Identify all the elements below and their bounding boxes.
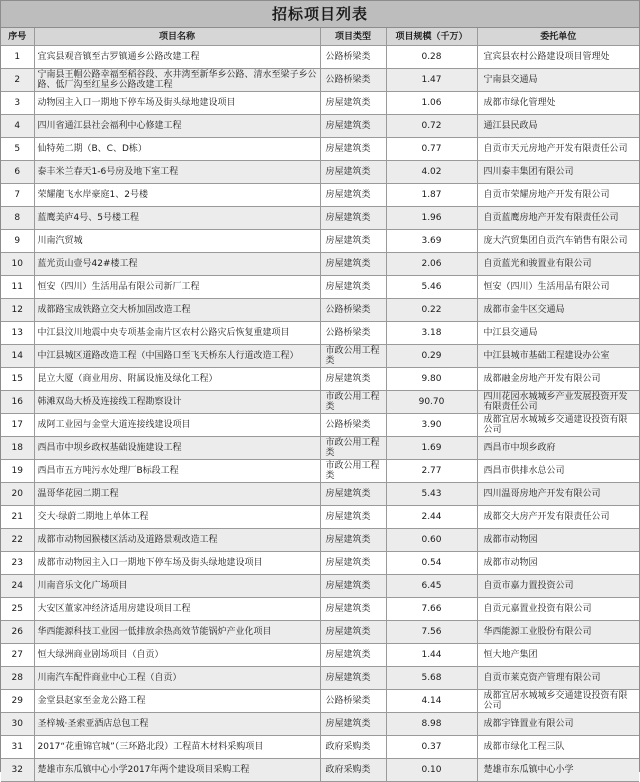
cell-project-name: 成都市动物园主入口一期地下停车场及街头绿地建设项目 <box>34 552 320 575</box>
cell-no: 24 <box>1 575 34 598</box>
cell-category: 房屋建筑类 <box>320 598 386 621</box>
table-row <box>1 552 639 575</box>
cell-no: 8 <box>1 207 34 230</box>
cell-amount: 4.14 <box>386 690 477 713</box>
cell-unit: 华西能源工业股份有限公司 <box>477 621 639 644</box>
cell-unit: 成都市动物园 <box>477 529 639 552</box>
cell-category: 政府采购类 <box>320 759 386 782</box>
cell-no: 23 <box>1 552 34 575</box>
cell-category: 公路桥梁类 <box>320 322 386 345</box>
cell-project-name: 西昌市五方吨污水处理厂B标段工程 <box>34 460 320 483</box>
cell-unit: 通江县民政局 <box>477 115 639 138</box>
cell-project-name: 成都路宝成铁路立交大桥加固改造工程 <box>34 299 320 322</box>
cell-project-name: 仙特苑二期（B、C、D栋） <box>34 138 320 161</box>
cell-unit: 恒大地产集团 <box>477 644 639 667</box>
cell-unit: 成都市绿化管理处 <box>477 92 639 115</box>
cell-unit: 庞大汽贸集团自贡汽车销售有限公司 <box>477 230 639 253</box>
cell-amount: 5.68 <box>386 667 477 690</box>
cell-amount: 6.45 <box>386 575 477 598</box>
cell-category: 房屋建筑类 <box>320 713 386 736</box>
cell-no: 27 <box>1 644 34 667</box>
cell-amount: 3.90 <box>386 414 477 437</box>
cell-no: 28 <box>1 667 34 690</box>
cell-category: 公路桥梁类 <box>320 690 386 713</box>
cell-amount: 1.06 <box>386 92 477 115</box>
cell-unit: 自贡市嘉力置投资公司 <box>477 575 639 598</box>
cell-no: 15 <box>1 368 34 391</box>
table-row <box>1 138 639 161</box>
cell-unit: 自贡市天元房地产开发有限责任公司 <box>477 138 639 161</box>
cell-no: 11 <box>1 276 34 299</box>
cell-category: 房屋建筑类 <box>320 230 386 253</box>
cell-amount: 5.43 <box>386 483 477 506</box>
cell-project-name: 宁南县王帽公路幸福至稻谷段、水井湾至新华乡公路、清水至梁子乡公路、低厂沟至红星乡公路改建工程 <box>34 69 320 92</box>
header-amount: 项目规模（千万） <box>386 28 477 46</box>
cell-unit: 成都宜居水城城乡交通建设投资有限公司 <box>477 690 639 713</box>
cell-amount: 0.28 <box>386 46 477 69</box>
cell-no: 14 <box>1 345 34 368</box>
cell-project-name: 四川省通江县社会福利中心修建工程 <box>34 115 320 138</box>
header-unit: 委托单位 <box>477 28 639 46</box>
cell-amount: 5.46 <box>386 276 477 299</box>
cell-amount: 1.96 <box>386 207 477 230</box>
cell-category: 公路桥梁类 <box>320 69 386 92</box>
table-row <box>1 414 639 437</box>
cell-amount: 3.18 <box>386 322 477 345</box>
table-row <box>1 92 639 115</box>
table-row <box>1 460 639 483</box>
cell-category: 房屋建筑类 <box>320 115 386 138</box>
cell-category: 房屋建筑类 <box>320 483 386 506</box>
cell-category: 市政公用工程类 <box>320 391 386 414</box>
cell-no: 9 <box>1 230 34 253</box>
cell-no: 21 <box>1 506 34 529</box>
cell-category: 房屋建筑类 <box>320 138 386 161</box>
cell-amount: 1.44 <box>386 644 477 667</box>
cell-project-name: 中江县城区道路改造工程（中国路口至飞天桥东人行道改造工程） <box>34 345 320 368</box>
cell-amount: 0.77 <box>386 138 477 161</box>
cell-amount: 9.80 <box>386 368 477 391</box>
cell-category: 房屋建筑类 <box>320 529 386 552</box>
header-name: 项目名称 <box>34 28 320 46</box>
cell-unit: 成都市动物园 <box>477 552 639 575</box>
cell-unit: 自贡蓝鹰房地产开发有限责任公司 <box>477 207 639 230</box>
cell-amount: 3.69 <box>386 230 477 253</box>
table-row <box>1 115 639 138</box>
table-row <box>1 598 639 621</box>
header-category: 项目类型 <box>320 28 386 46</box>
cell-project-name: 荣耀龍飞水岸豪庭1、2号楼 <box>34 184 320 207</box>
cell-category: 房屋建筑类 <box>320 667 386 690</box>
table-row <box>1 207 639 230</box>
cell-project-name: 动物园主入口一期地下停车场及街头绿地建设项目 <box>34 92 320 115</box>
cell-category: 公路桥梁类 <box>320 46 386 69</box>
cell-project-name: 成阿工业园与金堂大道连接线建设项目 <box>34 414 320 437</box>
cell-amount: 0.29 <box>386 345 477 368</box>
table-title: 招标项目列表 <box>1 1 639 28</box>
cell-project-name: 金堂县赵家至金龙公路工程 <box>34 690 320 713</box>
cell-no: 5 <box>1 138 34 161</box>
cell-no: 2 <box>1 69 34 92</box>
cell-no: 17 <box>1 414 34 437</box>
cell-amount: 90.70 <box>386 391 477 414</box>
cell-no: 31 <box>1 736 34 759</box>
table-row <box>1 690 639 713</box>
project-table <box>1 28 639 782</box>
cell-project-name: 成都市动物园猴楼区活动及道路景观改造工程 <box>34 529 320 552</box>
table-row <box>1 391 639 414</box>
table-body <box>1 46 639 782</box>
cell-category: 房屋建筑类 <box>320 161 386 184</box>
cell-project-name: 大安区董家冲经济适用房建设项目工程 <box>34 598 320 621</box>
table-row <box>1 506 639 529</box>
cell-unit: 成都市金牛区交通局 <box>477 299 639 322</box>
cell-category: 公路桥梁类 <box>320 299 386 322</box>
cell-category: 房屋建筑类 <box>320 621 386 644</box>
cell-unit: 四川温哥房地产开发有限公司 <box>477 483 639 506</box>
cell-project-name: 川南汽贸城 <box>34 230 320 253</box>
cell-unit: 自贡蓝光和骏置业有限公司 <box>477 253 639 276</box>
cell-amount: 2.77 <box>386 460 477 483</box>
table-row <box>1 483 639 506</box>
cell-category: 房屋建筑类 <box>320 368 386 391</box>
table-row <box>1 230 639 253</box>
cell-amount: 0.10 <box>386 759 477 782</box>
table-row <box>1 736 639 759</box>
cell-project-name: 恒大绿洲商业剧场项目（自贡） <box>34 644 320 667</box>
cell-unit: 成都融金房地产开发有限公司 <box>477 368 639 391</box>
cell-unit: 中江县交通局 <box>477 322 639 345</box>
cell-no: 10 <box>1 253 34 276</box>
table-row <box>1 69 639 92</box>
cell-amount: 1.47 <box>386 69 477 92</box>
table-row <box>1 644 639 667</box>
cell-unit: 恒安（四川）生活用品有限公司 <box>477 276 639 299</box>
cell-unit: 四川花园水城城乡产业发展投资开发有限责任公司 <box>477 391 639 414</box>
cell-amount: 0.72 <box>386 115 477 138</box>
table-row <box>1 575 639 598</box>
cell-unit: 西昌市供排水总公司 <box>477 460 639 483</box>
cell-unit: 中江县城市基础工程建设办公室 <box>477 345 639 368</box>
cell-amount: 0.54 <box>386 552 477 575</box>
cell-category: 政府采购类 <box>320 736 386 759</box>
cell-project-name: 华西能源科技工业园一低排放余热高效节能锅炉产业化项目 <box>34 621 320 644</box>
cell-unit: 成都宜居水城城乡交通建设投资有限公司 <box>477 414 639 437</box>
cell-project-name: 韩滩双岛大桥及连接线工程勘察设计 <box>34 391 320 414</box>
cell-category: 房屋建筑类 <box>320 506 386 529</box>
table-row <box>1 184 639 207</box>
cell-no: 12 <box>1 299 34 322</box>
cell-no: 19 <box>1 460 34 483</box>
cell-project-name: 蓝光贡山壹号42#楼工程 <box>34 253 320 276</box>
table-row <box>1 161 639 184</box>
cell-no: 29 <box>1 690 34 713</box>
cell-amount: 0.60 <box>386 529 477 552</box>
cell-project-name: 温哥华花园二期工程 <box>34 483 320 506</box>
cell-category: 房屋建筑类 <box>320 552 386 575</box>
table-row <box>1 322 639 345</box>
cell-category: 市政公用工程类 <box>320 345 386 368</box>
table-row <box>1 276 639 299</box>
cell-project-name: 昆立大厦（商业用房、附属设施及绿化工程） <box>34 368 320 391</box>
cell-no: 16 <box>1 391 34 414</box>
cell-project-name: 圣梓城·圣索亚酒店总包工程 <box>34 713 320 736</box>
cell-unit: 西昌市中坝乡政府 <box>477 437 639 460</box>
cell-unit: 自贡市莱克资产管理有限公司 <box>477 667 639 690</box>
cell-no: 26 <box>1 621 34 644</box>
cell-amount: 1.87 <box>386 184 477 207</box>
table-row <box>1 759 639 782</box>
cell-unit: 宜宾县农村公路建设项目管理处 <box>477 46 639 69</box>
cell-category: 房屋建筑类 <box>320 575 386 598</box>
cell-project-name: 泰丰米兰春天1-6号房及地下室工程 <box>34 161 320 184</box>
cell-category: 房屋建筑类 <box>320 184 386 207</box>
table-row <box>1 529 639 552</box>
cell-no: 32 <box>1 759 34 782</box>
cell-no: 6 <box>1 161 34 184</box>
table-row <box>1 621 639 644</box>
cell-category: 市政公用工程类 <box>320 437 386 460</box>
cell-category: 市政公用工程类 <box>320 460 386 483</box>
cell-unit: 四川泰丰集团有限公司 <box>477 161 639 184</box>
cell-amount: 2.06 <box>386 253 477 276</box>
table-row <box>1 437 639 460</box>
cell-amount: 7.66 <box>386 598 477 621</box>
cell-amount: 0.22 <box>386 299 477 322</box>
cell-no: 20 <box>1 483 34 506</box>
header-no: 序号 <box>1 28 34 46</box>
cell-category: 房屋建筑类 <box>320 644 386 667</box>
cell-no: 4 <box>1 115 34 138</box>
cell-unit: 自贡元嘉置业投资有限公司 <box>477 598 639 621</box>
cell-amount: 8.98 <box>386 713 477 736</box>
cell-amount: 2.44 <box>386 506 477 529</box>
table-row <box>1 46 639 69</box>
cell-project-name: 宜宾县观音镇至古罗镇通乡公路改建工程 <box>34 46 320 69</box>
cell-amount: 7.56 <box>386 621 477 644</box>
table-row <box>1 667 639 690</box>
cell-project-name: 中江县汶川地震中央专项基金南片区农村公路灾后恢复重建项目 <box>34 322 320 345</box>
cell-unit: 楚雄市东瓜镇中心小学 <box>477 759 639 782</box>
cell-project-name: 楚雄市东瓜镇中心小学2017年两个建设项目采购工程 <box>34 759 320 782</box>
cell-no: 25 <box>1 598 34 621</box>
cell-project-name: 西昌市中坝乡政权基础设施建设工程 <box>34 437 320 460</box>
cell-project-name: 蓝鹰美庐4号、5号楼工程 <box>34 207 320 230</box>
cell-no: 3 <box>1 92 34 115</box>
cell-project-name: 川南汽车配件商业中心工程（自贡） <box>34 667 320 690</box>
cell-unit: 成都交大房产开发有限责任公司 <box>477 506 639 529</box>
cell-category: 公路桥梁类 <box>320 414 386 437</box>
cell-amount: 1.69 <box>386 437 477 460</box>
cell-category: 房屋建筑类 <box>320 92 386 115</box>
cell-unit: 成都宇锋置业有限公司 <box>477 713 639 736</box>
cell-no: 7 <box>1 184 34 207</box>
cell-no: 13 <box>1 322 34 345</box>
header-row <box>1 28 639 46</box>
table-row <box>1 253 639 276</box>
cell-project-name: 川南音乐文化广场项目 <box>34 575 320 598</box>
cell-category: 房屋建筑类 <box>320 253 386 276</box>
cell-project-name: 2017“花重锦官城”（三环路北段）工程苗木材料采购项目 <box>34 736 320 759</box>
cell-no: 18 <box>1 437 34 460</box>
table-row <box>1 713 639 736</box>
cell-project-name: 恒安（四川）生活用品有限公司新厂工程 <box>34 276 320 299</box>
table-row <box>1 368 639 391</box>
cell-no: 30 <box>1 713 34 736</box>
cell-amount: 4.02 <box>386 161 477 184</box>
cell-category: 房屋建筑类 <box>320 207 386 230</box>
table-row <box>1 299 639 322</box>
cell-project-name: 交大·绿蔚二期地上单体工程 <box>34 506 320 529</box>
cell-unit: 自贡市荣耀房地产开发有限公司 <box>477 184 639 207</box>
cell-unit: 成都市绿化工程三队 <box>477 736 639 759</box>
cell-amount: 0.37 <box>386 736 477 759</box>
cell-no: 22 <box>1 529 34 552</box>
cell-no: 1 <box>1 46 34 69</box>
cell-unit: 宁南县交通局 <box>477 69 639 92</box>
table-row <box>1 345 639 368</box>
cell-category: 房屋建筑类 <box>320 276 386 299</box>
